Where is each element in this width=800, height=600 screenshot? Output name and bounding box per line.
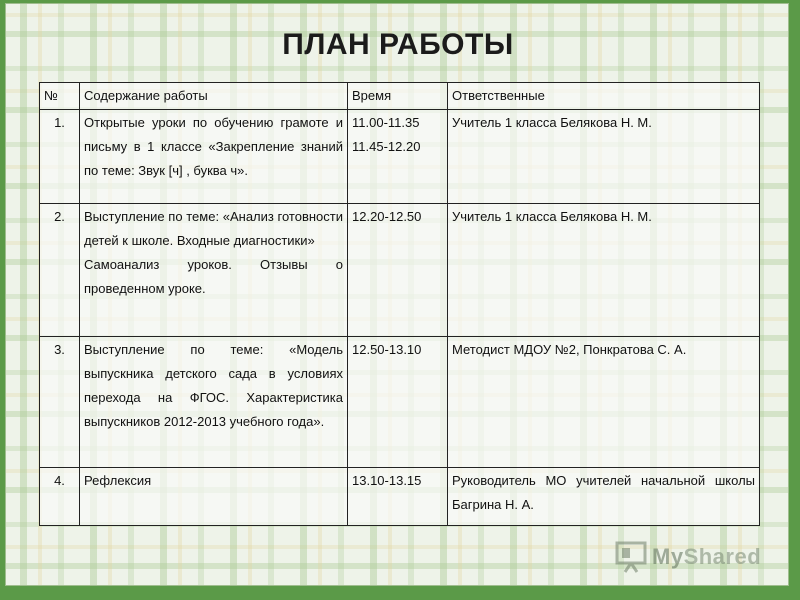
row-content-text: Выступление по теме: «Анализ готовности детей к школе. Входные диагностики» bbox=[84, 209, 343, 248]
row-time-line: 13.10-13.15 bbox=[352, 473, 422, 488]
row-time bbox=[348, 204, 448, 337]
row-time-line: 12.20-12.50 bbox=[352, 209, 422, 224]
table-header-row bbox=[40, 83, 760, 110]
table-row bbox=[40, 468, 760, 526]
row-time-line: 11.45-12.20 bbox=[352, 139, 421, 154]
row-content-text: Выступление по теме: «Модель выпускника детского сада в условиях перехода на ФГОС. Характеристика выпускников 2012-2013 учебного года». bbox=[84, 342, 343, 429]
page-title: ПЛАН РАБОТЫ bbox=[282, 28, 514, 61]
row-content-text: Открытые уроки по обучению грамоте и письму в 1 классе «Закрепление знаний по теме: Звук [ч] , буква ч». bbox=[84, 115, 343, 178]
table-row bbox=[40, 110, 760, 204]
watermark-text-rest: Shared bbox=[683, 544, 762, 569]
row-number: 3. bbox=[40, 337, 80, 468]
row-time bbox=[348, 110, 448, 204]
row-content bbox=[80, 468, 348, 526]
watermark-logo bbox=[614, 540, 761, 574]
row-number: 2. bbox=[40, 204, 80, 337]
row-time-line: 12.50-13.10 bbox=[352, 342, 422, 357]
work-plan-table bbox=[39, 82, 760, 526]
header-number: № bbox=[40, 83, 80, 110]
header-time: Время bbox=[348, 83, 448, 110]
row-responsible: Учитель 1 класса Белякова Н. М. bbox=[448, 110, 760, 204]
row-content bbox=[80, 337, 348, 468]
row-content bbox=[80, 110, 348, 204]
row-responsible: Учитель 1 класса Белякова Н. М. bbox=[448, 204, 760, 337]
row-number: 4. bbox=[40, 468, 80, 526]
row-responsible: Руководитель МО учителей начальной школы Багрина Н. А. bbox=[448, 468, 760, 526]
row-time bbox=[348, 337, 448, 468]
row-responsible: Методист МДОУ №2, Понкратова С. А. bbox=[448, 337, 760, 468]
row-content bbox=[80, 204, 348, 337]
row-content-text: Самоанализ уроков. Отзывы о проведенном уроке. bbox=[84, 257, 343, 296]
watermark-text bbox=[652, 544, 761, 570]
header-responsible: Ответственные bbox=[448, 83, 760, 110]
table-row bbox=[40, 337, 760, 468]
row-content-text: Рефлексия bbox=[84, 473, 152, 488]
presentation-board-icon bbox=[614, 540, 648, 574]
header-content: Содержание работы bbox=[80, 83, 348, 110]
row-time bbox=[348, 468, 448, 526]
table-row bbox=[40, 204, 760, 337]
slide bbox=[5, 3, 789, 586]
watermark-text-prefix: My bbox=[652, 544, 684, 569]
row-number: 1. bbox=[40, 110, 80, 204]
row-time-line: 11.00-11.35 bbox=[352, 115, 420, 130]
